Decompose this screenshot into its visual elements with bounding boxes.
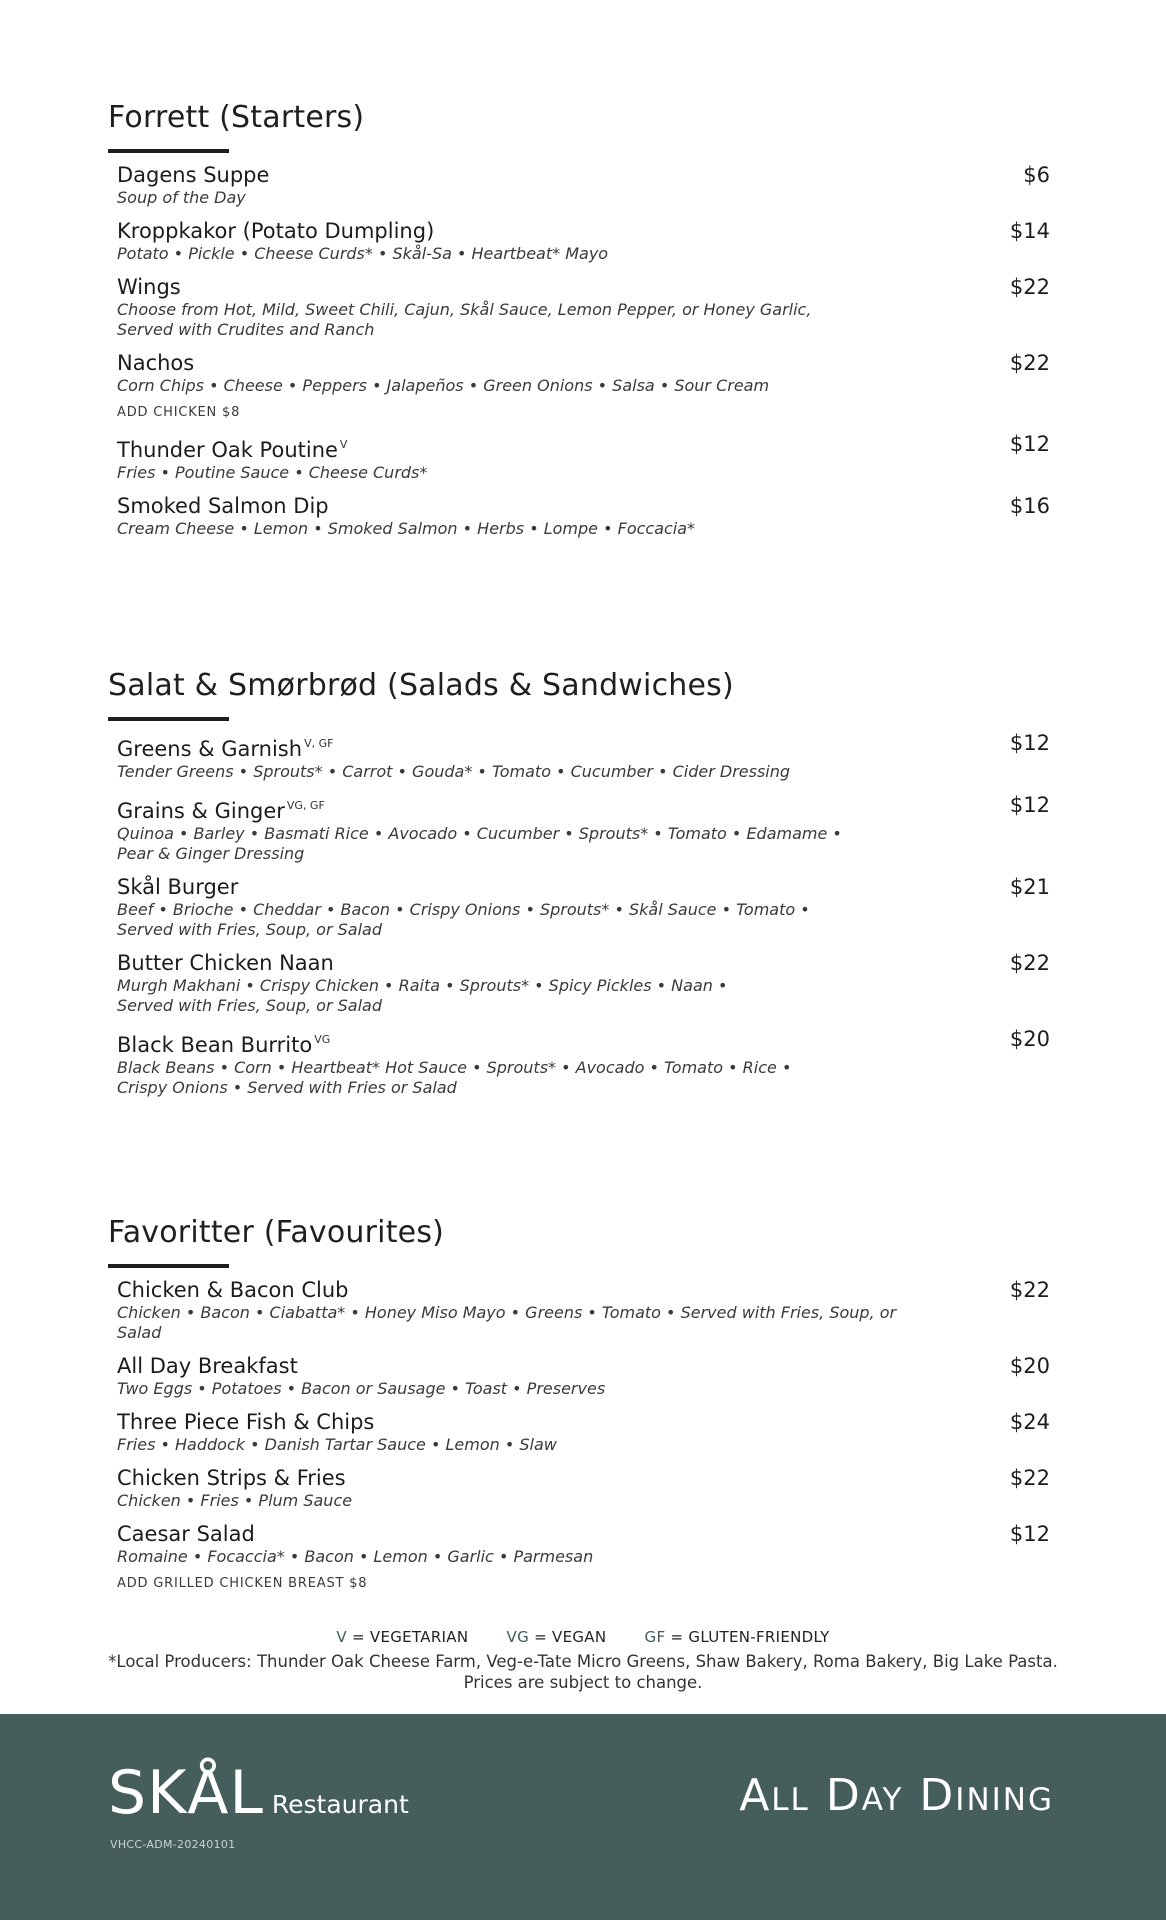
item-price: $20 (1009, 1027, 1050, 1051)
item-price: $12 (1009, 731, 1050, 755)
section-salads-sandwiches (108, 667, 1060, 1109)
menu-item (108, 1278, 1060, 1343)
menu-item (108, 875, 1060, 940)
menu-item (108, 1410, 1060, 1455)
menu-item (108, 219, 1060, 264)
item-name-wrap (117, 1522, 255, 1547)
item-name-wrap (117, 1466, 346, 1491)
section-starters (108, 99, 1060, 550)
item-price: $24 (1009, 1410, 1050, 1434)
item-description: Cream Cheese • Lemon • Smoked Salmon • Herbs • Lompe • Foccacia* (117, 519, 696, 538)
section-divider (108, 149, 229, 153)
dietary-tag: V (339, 438, 348, 451)
item-description: Murgh Makhani • Crispy Chicken • Raita • Sprouts* • Spicy Pickles • Naan • (117, 976, 728, 995)
item-name: Chicken & Bacon Club (117, 1278, 349, 1302)
item-name: Greens & Garnish (117, 737, 303, 761)
legend-vg-code: VG (506, 1628, 530, 1646)
item-name: Skål Burger (117, 875, 239, 899)
prices-note-line: Prices are subject to change. (463, 1673, 703, 1692)
item-description: Soup of the Day (117, 188, 246, 207)
item-name-wrap (117, 432, 347, 463)
item-description: Fries • Poutine Sauce • Cheese Curds* (117, 463, 428, 482)
restaurant-logo (108, 1758, 409, 1828)
item-description: Crispy Onions • Served with Fries or Salad (117, 1078, 457, 1097)
item-name: Wings (117, 275, 181, 299)
item-addon: ADD GRILLED CHICKEN BREAST $8 (117, 1576, 368, 1591)
item-name: Chicken Strips & Fries (117, 1466, 346, 1490)
item-name-wrap (117, 351, 194, 376)
producers-note (0, 1651, 1166, 1693)
legend-v-code: V (336, 1628, 347, 1646)
item-description: Chicken • Bacon • Ciabatta* • Honey Miso Mayo • Greens • Tomato • Served with Fries, Soup, or Salad (117, 1303, 897, 1342)
menu-item (108, 731, 1060, 782)
logo-subtitle: Restaurant (271, 1790, 409, 1819)
item-price: $16 (1009, 494, 1050, 518)
menu-tagline: All Day Dining (739, 1770, 1054, 1821)
dietary-tag: VG, GF (286, 799, 325, 812)
item-name-wrap (117, 1410, 374, 1435)
item-price: $6 (1023, 163, 1050, 187)
item-price: $22 (1009, 275, 1050, 299)
section-title: Salat & Smørbrød (Salads & Sandwiches) (108, 668, 734, 703)
item-price: $22 (1009, 1466, 1050, 1490)
item-name-wrap (117, 163, 269, 188)
item-name-wrap (117, 875, 238, 900)
section-title: Forrett (Starters) (108, 100, 365, 135)
item-name-wrap (117, 951, 334, 976)
menu-item (108, 275, 1060, 340)
menu-item (108, 351, 1060, 421)
item-price: $20 (1009, 1354, 1050, 1378)
menu-item (108, 1466, 1060, 1511)
item-name-wrap (117, 1027, 330, 1058)
dietary-tag: V, GF (304, 737, 334, 750)
item-addon: ADD CHICKEN $8 (117, 405, 241, 420)
section-divider (108, 717, 229, 721)
section-favourites (108, 1214, 1060, 1603)
footer-banner (0, 1714, 1166, 1920)
menu-item (108, 494, 1060, 539)
item-description: Potato • Pickle • Cheese Curds* • Skål-Sa • Heartbeat* Mayo (117, 244, 609, 263)
item-price: $12 (1009, 1522, 1050, 1546)
item-description: Corn Chips • Cheese • Peppers • Jalapeños • Green Onions • Salsa • Sour Cream (117, 376, 770, 395)
legend-v-text: = VEGETARIAN (351, 1628, 469, 1646)
item-description: Two Eggs • Potatoes • Bacon or Sausage • Toast • Preserves (117, 1379, 606, 1398)
item-price: $22 (1009, 351, 1050, 375)
item-name: Thunder Oak Poutine (117, 438, 338, 462)
menu-item (108, 951, 1060, 1016)
item-name: Butter Chicken Naan (117, 951, 334, 975)
item-description: Quinoa • Barley • Basmati Rice • Avocado • Cucumber • Sprouts* • Tomato • Edamame • (117, 824, 842, 843)
item-description: Served with Fries, Soup, or Salad (117, 996, 382, 1015)
menu-item (108, 163, 1060, 208)
section-title: Favoritter (Favourites) (108, 1215, 445, 1250)
menu-item (108, 793, 1060, 864)
item-description: Fries • Haddock • Danish Tartar Sauce • Lemon • Slaw (117, 1435, 557, 1454)
item-name-wrap (117, 219, 434, 244)
menu-item (108, 432, 1060, 483)
item-description: Served with Fries, Soup, or Salad (117, 920, 382, 939)
menu-item (108, 1354, 1060, 1399)
item-name: All Day Breakfast (117, 1354, 298, 1378)
item-description: Chicken • Fries • Plum Sauce (117, 1491, 353, 1510)
item-description: Beef • Brioche • Cheddar • Bacon • Crispy Onions • Sprouts* • Skål Sauce • Tomato • (117, 900, 810, 919)
item-name-wrap (117, 1354, 298, 1379)
item-description: Served with Crudites and Ranch (117, 320, 375, 339)
item-name-wrap (117, 793, 325, 824)
item-name: Nachos (117, 351, 195, 375)
dietary-tag: VG (314, 1033, 331, 1046)
section-divider (108, 1264, 229, 1268)
item-description: Romaine • Focaccia* • Bacon • Lemon • Garlic • Parmesan (117, 1547, 594, 1566)
logo-wordmark: SKÅL (108, 1758, 264, 1828)
dietary-legend (0, 1628, 1166, 1646)
menu-code: VHCC-ADM-20240101 (110, 1838, 236, 1851)
item-name-wrap (117, 494, 329, 519)
item-name: Kroppkakor (Potato Dumpling) (117, 219, 435, 243)
item-description: Tender Greens • Sprouts* • Carrot • Gouda* • Tomato • Cucumber • Cider Dressing (117, 762, 791, 781)
item-price: $22 (1009, 1278, 1050, 1302)
item-price: $12 (1009, 432, 1050, 456)
item-name: Caesar Salad (117, 1522, 255, 1546)
item-name: Three Piece Fish & Chips (117, 1410, 375, 1434)
item-name-wrap (117, 1278, 349, 1303)
item-price: $22 (1009, 951, 1050, 975)
item-name: Grains & Ginger (117, 799, 285, 823)
item-description: Choose from Hot, Mild, Sweet Chili, Cajun, Skål Sauce, Lemon Pepper, or Honey Garlic, (117, 300, 812, 319)
item-name-wrap (117, 731, 333, 762)
menu-item (108, 1522, 1060, 1592)
legend-gf-code: GF (644, 1628, 666, 1646)
producers-note-line: *Local Producers: Thunder Oak Cheese Farm, Veg-e-Tate Micro Greens, Shaw Bakery, Roma Bakery, Big Lake Pasta. (108, 1652, 1058, 1671)
item-name: Smoked Salmon Dip (117, 494, 329, 518)
item-price: $21 (1009, 875, 1050, 899)
item-description: Pear & Ginger Dressing (117, 844, 305, 863)
legend-vg-text: = VEGAN (534, 1628, 607, 1646)
item-price: $14 (1009, 219, 1050, 243)
legend-gf-text: = GLUTEN-FRIENDLY (670, 1628, 830, 1646)
item-price: $12 (1009, 793, 1050, 817)
item-name: Black Bean Burrito (117, 1033, 313, 1057)
item-name-wrap (117, 275, 181, 300)
item-name: Dagens Suppe (117, 163, 270, 187)
item-description: Black Beans • Corn • Heartbeat* Hot Sauce • Sprouts* • Avocado • Tomato • Rice • (117, 1058, 792, 1077)
menu-item (108, 1027, 1060, 1098)
